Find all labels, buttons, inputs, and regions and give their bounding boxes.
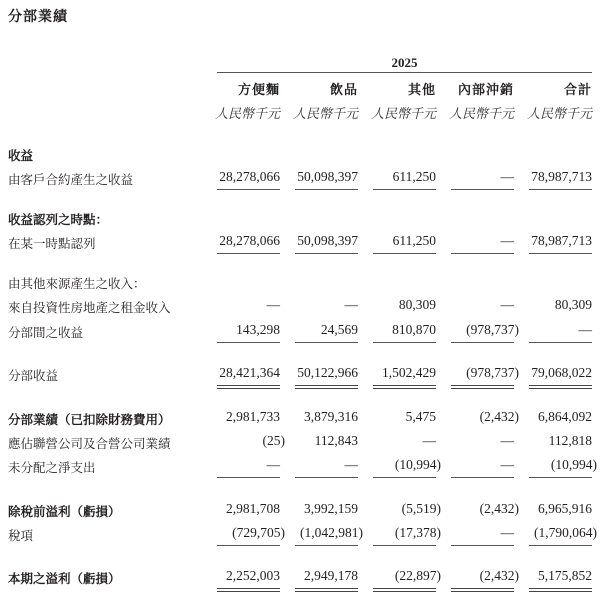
double-underline [451,588,514,592]
table-cell: 80,309 [554,297,592,312]
table-cell: 24,569 [320,322,358,337]
underline [295,189,358,190]
row-label: 由其他來源產生之收入： [8,276,146,291]
table-cell: (2,432) [479,568,519,583]
table-cell: (10,994) [550,457,597,472]
underline [451,253,514,254]
underline [217,477,280,478]
row-label: 收益 [8,148,34,163]
table-cell: — [266,457,280,472]
double-underline [295,385,358,389]
column-header: 飲品 [329,83,358,98]
table-cell: 611,250 [392,233,436,248]
column-unit: 人民幣千元 [370,106,436,121]
double-underline [451,385,514,389]
table-cell: — [266,297,280,312]
underline [373,253,436,254]
table-cell: 2,252,003 [226,568,280,583]
underline [217,545,280,546]
table-cell: 28,278,066 [219,169,280,184]
underline [373,477,436,478]
table-cell: 28,278,066 [219,233,280,248]
double-underline [529,385,592,389]
table-cell: 28,421,364 [219,365,280,380]
table-cell: — [344,457,358,472]
underline [529,342,592,343]
table-cell: 5,175,852 [538,568,592,583]
underline [295,253,358,254]
row-label: 未分配之淨支出 [8,460,96,475]
table-cell: (978,737) [466,322,519,337]
table-cell: 5,475 [405,409,436,424]
underline [217,342,280,343]
table-cell: 3,879,316 [304,409,358,424]
underline [529,477,592,478]
table-cell: — [500,433,514,448]
column-unit: 人民幣千元 [448,106,514,121]
underline [451,342,514,343]
table-cell: 1,502,429 [382,365,436,380]
underline [295,545,358,546]
row-label: 來自投資性房地產之租金收入 [8,300,171,315]
row-label: 由客戶合約產生之收益 [8,172,134,187]
column-header: 其他 [407,83,436,98]
double-underline [373,385,436,389]
double-underline [217,385,280,389]
underline [451,477,514,478]
table-cell: 50,122,966 [297,365,358,380]
table-cell: 79,068,022 [531,365,592,380]
column-unit: 人民幣千元 [292,106,358,121]
table-cell: 6,864,092 [538,409,592,424]
year-header: 2025 [391,55,418,70]
table-cell: (729,705) [232,525,285,540]
row-label: 本期之溢利（虧損） [8,571,121,586]
table-cell: 2,949,178 [304,568,358,583]
year-rule [217,72,592,73]
column-header: 內部沖銷 [457,83,514,98]
table-cell: (2,432) [479,409,519,424]
double-underline [217,588,280,592]
table-cell: — [500,525,514,540]
column-unit: 人民幣千元 [526,106,592,121]
table-cell: 112,818 [548,433,592,448]
row-label: 除稅前溢利（虧損） [8,504,121,519]
table-cell: — [500,169,514,184]
underline [217,189,280,190]
table-cell: — [422,433,436,448]
column-header: 方便麵 [237,83,280,98]
table-cell: — [500,297,514,312]
underline [529,253,592,254]
underline [217,253,280,254]
underline [451,189,514,190]
row-label: 稅項 [8,528,34,543]
underline [295,342,358,343]
table-cell: 810,870 [392,322,436,337]
row-label: 分部業績（已扣除財務費用） [8,412,171,427]
table-cell: 143,298 [236,322,280,337]
double-underline [529,588,592,592]
underline [295,477,358,478]
table-cell: (1,790,064) [534,525,597,540]
table-cell: 50,098,397 [297,169,358,184]
underline [373,189,436,190]
table-cell: — [500,233,514,248]
table-cell: (25) [262,433,285,448]
table-cell: (5,519) [401,501,441,516]
double-underline [295,588,358,592]
table-cell: 2,981,733 [226,409,280,424]
table-cell: 50,098,397 [297,233,358,248]
table-cell: 2,981,708 [226,501,280,516]
table-cell: — [344,297,358,312]
underline [529,545,592,546]
table-cell: 6,965,916 [538,501,592,516]
table-cell: (22,897) [394,568,441,583]
row-label: 分部間之收益 [8,325,84,340]
table-cell: — [500,457,514,472]
column-unit: 人民幣千元 [214,106,280,121]
table-cell: 112,843 [314,433,358,448]
table-cell: 78,987,713 [531,233,592,248]
row-label: 分部收益 [8,368,59,383]
underline [373,342,436,343]
table-cell: (2,432) [479,501,519,516]
column-header: 合計 [563,83,592,98]
table-cell: (10,994) [394,457,441,472]
table-cell: 3,992,159 [304,501,358,516]
underline [451,545,514,546]
underline [529,189,592,190]
row-label: 在某一時點認列 [8,236,96,251]
row-label: 應佔聯營公司及合營公司業績 [8,436,171,451]
table-cell: (1,042,981) [300,525,363,540]
section-title: 分部業績 [8,9,68,25]
table-cell: — [578,322,592,337]
row-label: 收益認列之時點： [8,212,109,227]
underline [373,545,436,546]
table-cell: 611,250 [392,169,436,184]
table-cell: (978,737) [466,365,519,380]
table-cell: (17,378) [394,525,441,540]
table-cell: 80,309 [398,297,436,312]
double-underline [373,588,436,592]
table-cell: 78,987,713 [531,169,592,184]
